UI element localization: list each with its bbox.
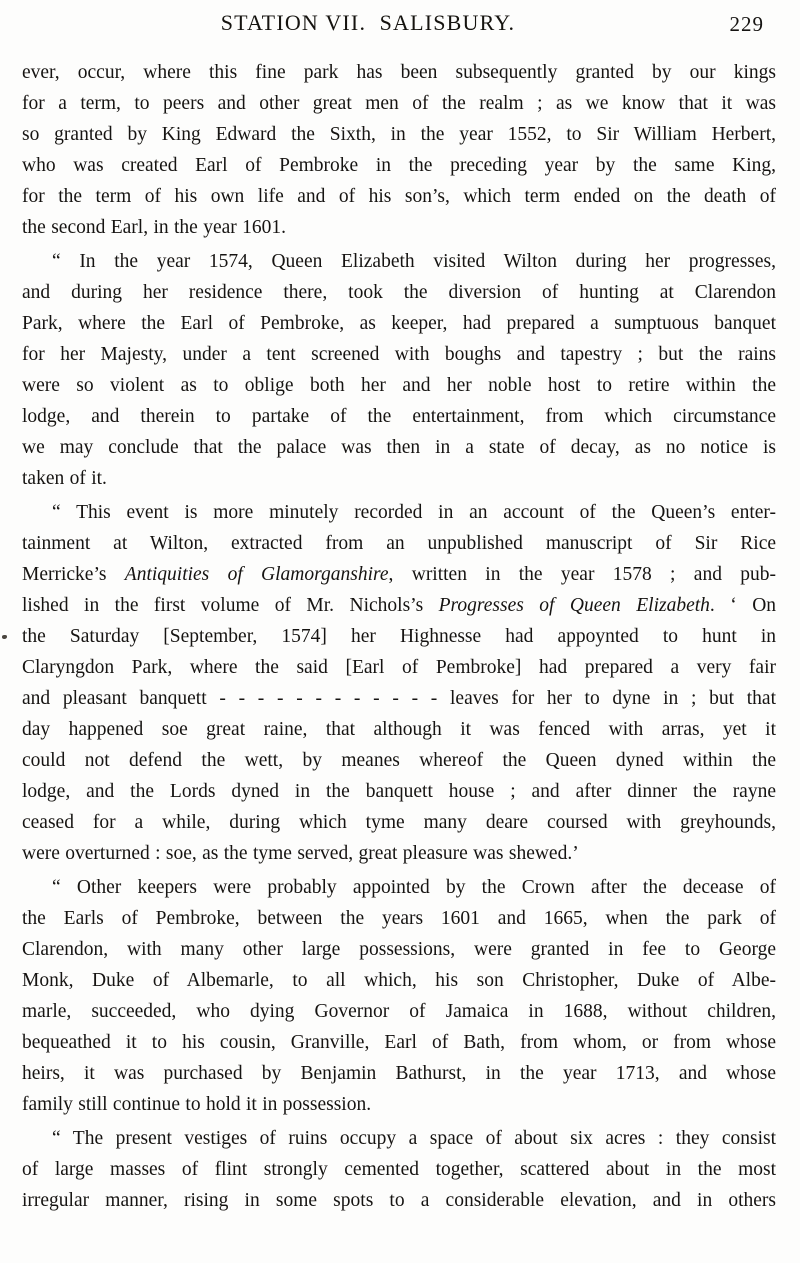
text-line — [22, 621, 776, 652]
running-title: STATION VII. SALISBURY. — [220, 10, 516, 35]
italic-text-segment: Antiquities of Glamorganshire — [124, 564, 389, 585]
text-line — [22, 903, 776, 934]
paragraph — [22, 497, 776, 869]
text-line — [22, 590, 776, 621]
text-segment: Park, where the Earl of Pembroke, as keeper, had prepared a sumptuous banquet — [22, 313, 776, 334]
text-line — [22, 432, 776, 463]
text-segment: of large masses of flint strongly cemented together, scattered about in the most — [22, 1159, 776, 1180]
text-line — [22, 181, 776, 212]
text-line — [22, 57, 776, 88]
text-line — [22, 1123, 776, 1154]
text-line — [22, 807, 776, 838]
text-line — [22, 776, 776, 807]
text-segment: “ This event is more minutely recorded in an account of the Queen’s enter- — [52, 502, 776, 523]
text-line — [22, 1185, 776, 1216]
text-line — [22, 965, 776, 996]
text-segment: day happened soe great raine, that although it was fenced with arras, yet it — [22, 719, 776, 740]
text-segment: taken of it. — [22, 468, 107, 489]
text-segment: who was created Earl of Pembroke in the preceding year by the same King, — [22, 155, 776, 176]
text-segment: “ Other keepers were probably appointed by the Crown after the decease of — [52, 877, 776, 898]
paragraph — [22, 57, 776, 243]
text-segment: Monk, Duke of Albemarle, to all which, his son Christopher, Duke of Albe- — [22, 970, 776, 991]
text-line — [22, 872, 776, 903]
text-segment: marle, succeeded, who dying Governor of Jamaica in 1688, without children, — [22, 1001, 776, 1022]
text-segment: for her Majesty, under a tent screened with boughs and tapestry ; but the rains — [22, 344, 776, 365]
text-segment: ever, occur, where this fine park has been subsequently granted by our kings — [22, 62, 776, 83]
page-number: 229 — [729, 12, 764, 36]
text-segment: and pleasant banquett - - - - - - - - - - - - leaves for her to dyne in ; but that — [22, 688, 776, 709]
text-line — [22, 528, 776, 559]
text-line — [22, 714, 776, 745]
text-line — [22, 838, 776, 869]
text-segment: “ The present vestiges of ruins occupy a space of about six acres : they consist — [52, 1128, 776, 1149]
text-segment: lished in the first volume of Mr. Nichols’s — [22, 595, 439, 616]
text-line — [22, 370, 776, 401]
text-line — [22, 463, 776, 494]
text-line — [22, 119, 776, 150]
text-segment: were so violent as to oblige both her and her noble host to retire within the — [22, 375, 776, 396]
paragraph — [22, 246, 776, 494]
text-line — [22, 559, 776, 590]
text-line — [22, 1058, 776, 1089]
text-segment: Merricke’s — [22, 564, 125, 585]
text-segment: lodge, and the Lords dyned in the banquett house ; and after dinner the rayne — [22, 781, 776, 802]
text-segment: the second Earl, in the year 1601. — [22, 217, 286, 238]
text-segment: irregular manner, rising in some spots to a considerable elevation, and in others — [22, 1190, 776, 1211]
text-segment: ceased for a while, during which tyme many deare coursed with greyhounds, — [22, 812, 776, 833]
text-line — [22, 88, 776, 119]
text-line — [22, 745, 776, 776]
text-segment: lodge, and therein to partake of the entertainment, from which circumstance — [22, 406, 776, 427]
text-segment: , written in the year 1578 ; and pub- — [388, 564, 776, 585]
paragraph — [22, 872, 776, 1120]
text-line — [22, 652, 776, 683]
text-line — [22, 1089, 776, 1120]
text-line — [22, 212, 776, 243]
text-line — [22, 1154, 776, 1185]
text-segment: bequeathed it to his cousin, Granville, Earl of Bath, from whom, or from whose — [22, 1032, 776, 1053]
text-segment: Clarendon, with many other large possessions, were granted in fee to George — [22, 939, 776, 960]
paragraph — [22, 1123, 776, 1216]
text-line — [22, 308, 776, 339]
text-segment: were overturned : soe, as the tyme served, great pleasure was shewed.’ — [22, 843, 579, 864]
text-line — [22, 1027, 776, 1058]
text-line — [22, 150, 776, 181]
text-segment: for a term, to peers and other great men of the realm ; as we know that it was — [22, 93, 776, 114]
text-segment: . ‘ On — [709, 595, 777, 616]
text-line — [22, 497, 776, 528]
text-line — [22, 339, 776, 370]
text-segment: Claryngdon Park, where the said [Earl of Pembroke] had prepared a very fair — [22, 657, 776, 678]
italic-text-segment: Progresses of Queen Elizabeth — [438, 595, 710, 616]
text-line — [22, 683, 776, 714]
text-segment: so granted by King Edward the Sixth, in the year 1552, to Sir William Herbert, — [22, 124, 776, 145]
text-segment: the Earls of Pembroke, between the years 1601 and 1665, when the park of — [22, 908, 776, 929]
scan-artifact-speck — [2, 635, 7, 639]
text-line — [22, 246, 776, 277]
text-line — [22, 996, 776, 1027]
text-line — [22, 934, 776, 965]
text-segment: for the term of his own life and of his son’s, which term ended on the death of — [22, 186, 776, 207]
text-line — [22, 401, 776, 432]
text-segment: tainment at Wilton, extracted from an unpublished manuscript of Sir Rice — [22, 533, 776, 554]
page-text — [22, 42, 776, 1216]
text-segment: family still continue to hold it in possession. — [22, 1094, 372, 1115]
text-segment: and during her residence there, took the diversion of hunting at Clarendon — [22, 282, 776, 303]
text-segment: we may conclude that the palace was then in a state of decay, as no notice is — [22, 437, 776, 458]
text-segment: could not defend the wett, by meanes whereof the Queen dyned within the — [22, 750, 776, 771]
text-segment: heirs, it was purchased by Benjamin Bathurst, in the year 1713, and whose — [22, 1063, 776, 1084]
page-header — [22, 10, 776, 42]
text-segment: “ In the year 1574, Queen Elizabeth visited Wilton during her progresses, — [52, 251, 776, 272]
text-segment: the Saturday [September, 1574] her Highnesse had appoynted to hunt in — [22, 626, 776, 647]
text-line — [22, 277, 776, 308]
